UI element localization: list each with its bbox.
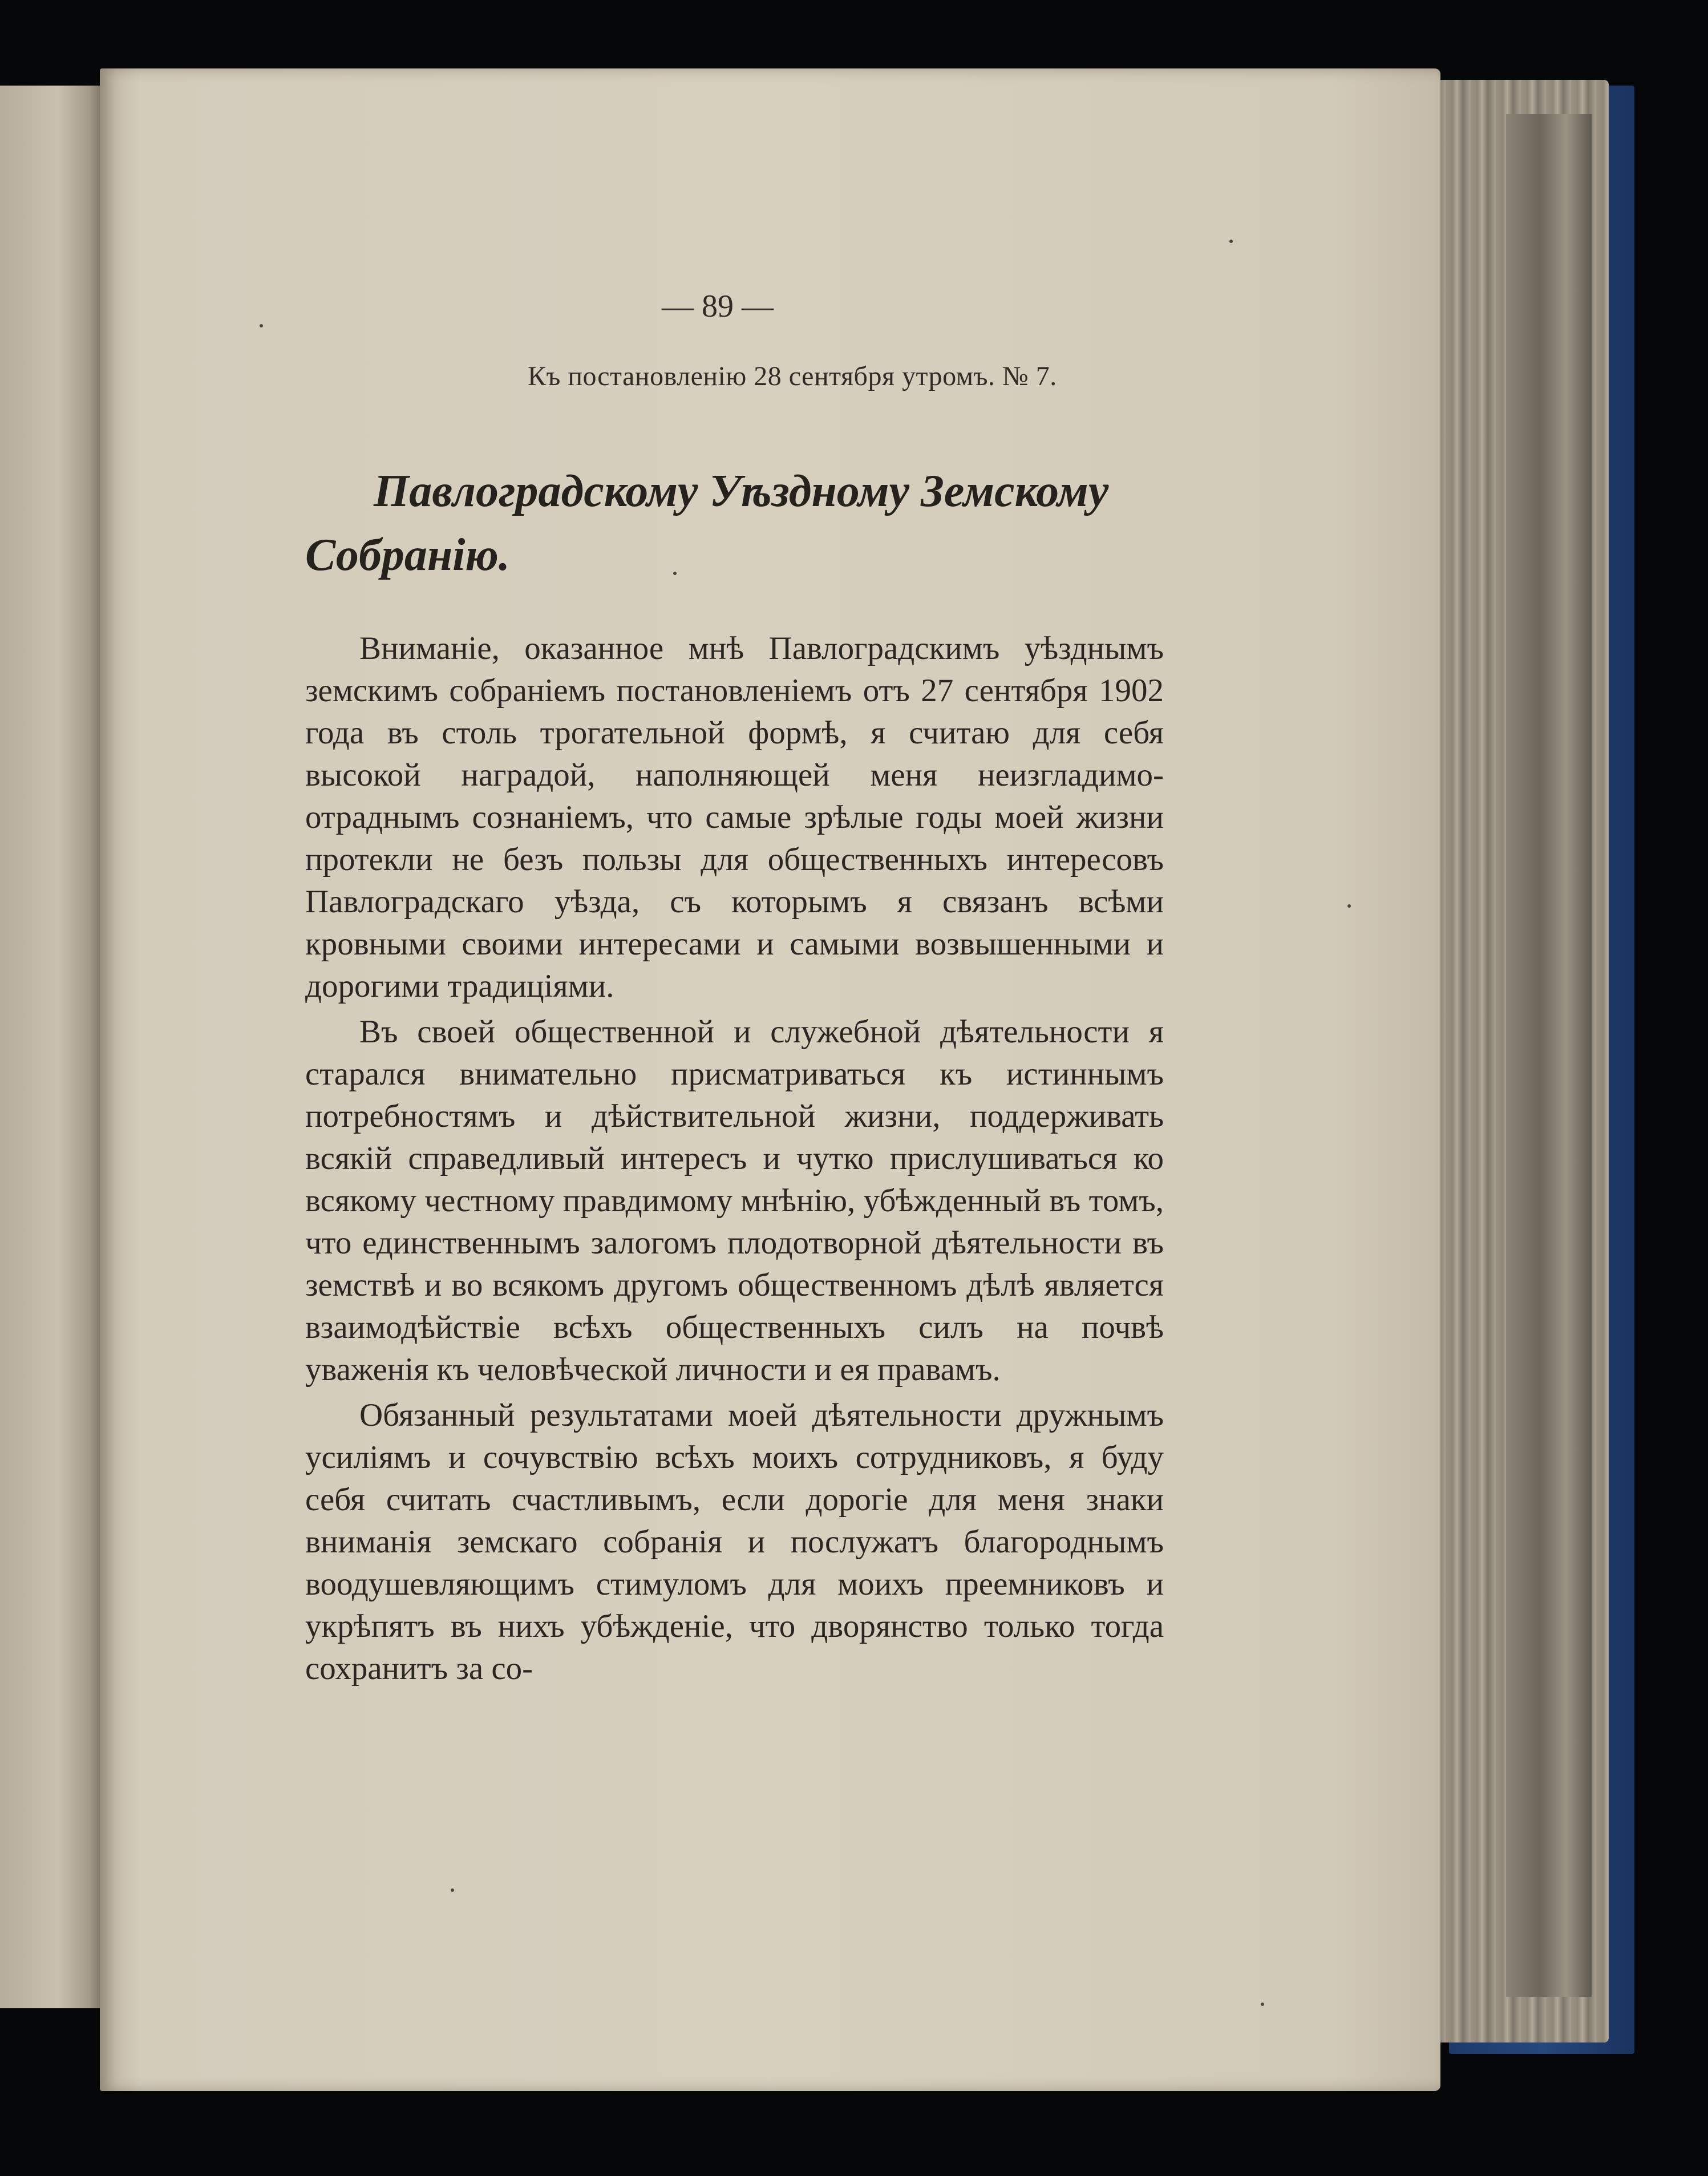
- reference-note: Къ постановленію 28 сентября утромъ. № 7.: [528, 361, 1057, 391]
- paragraph: Въ своей общественной и служебной дѣятельности я старался внимательно присматриваться къ истиннымъ потребностямъ и дѣйствительной жизни, поддерживать всякій справедливый интересъ и чутко прислушиваться ко всякому честному правдимому мнѣнію, убѣжденный въ томъ, что единственнымъ залогомъ плодотворной дѣятельности въ земствѣ и во всякомъ другомъ общественномъ дѣлѣ является взаимодѣйствіе всѣхъ общественныхъ силъ на почвѣ уваженія къ человѣческой личности и ея правамъ.: [305, 1014, 1164, 1388]
- page-edges-inner: [1506, 114, 1592, 1997]
- letter-heading: Павлоградскому Уѣздному Земскому Собранію.: [305, 466, 1109, 580]
- paragraph: Обязанный результатами моей дѣятельности дружнымъ усиліямъ и сочувствію всѣхъ моихъ сотрудниковъ, я буду себя считать счастливымъ, если дорогіе для меня знаки вниманія земскаго собранія и послужатъ благороднымъ воодушевляющимъ стимуломъ для моихъ преемниковъ и укрѣпятъ въ нихъ убѣжденіе, что дворянство только тогда сохранитъ за со-: [305, 1397, 1164, 1686]
- paper-speck: [1347, 904, 1351, 908]
- page-number: — 89 —: [662, 289, 774, 324]
- paragraph: Вниманіе, оказанное мнѣ Павлоградскимъ уѣзднымъ земскимъ собраніемъ постановленіемъ отъ 27 сентября 1902 года въ столь трогательной формѣ, я считаю для себя высокой наградой, наполняющей меня неизгладимо-отраднымъ сознаніемъ, что самые зрѣлые годы моей жизни протекли не безъ пользы для общественныхъ интересовъ Павлоградскаго уѣзда, съ которымъ я связанъ всѣми кровными своими интересами и самыми возвышенными и дорогими традиціями.: [305, 630, 1164, 1004]
- paper-speck: [1261, 2003, 1264, 2006]
- paper-speck: [451, 1888, 454, 1892]
- letter-body: [305, 628, 1164, 1693]
- left-facing-page: [0, 86, 106, 2008]
- paper-speck: [1229, 240, 1233, 243]
- paper-speck: [673, 572, 677, 575]
- paper-speck: [260, 324, 263, 327]
